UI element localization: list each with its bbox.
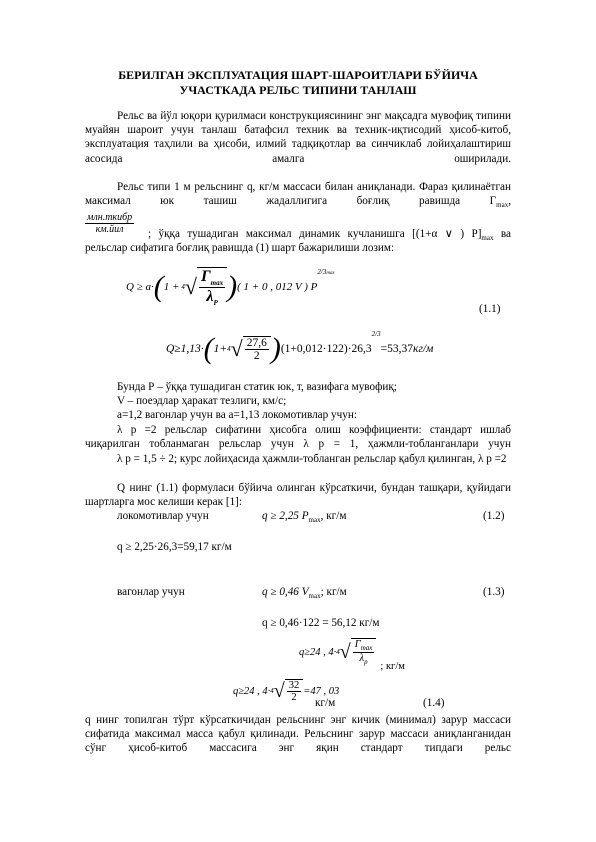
- gamma-max-subscript: max: [496, 201, 509, 210]
- definition-lambda: λ р =2 рельслар сифатини ҳисобга олиш коэффициенти: стандарт ишлаб чиқарилган тобланмаган рельслар учун λ р = 1, ҳажмли-тобланганлари учун: [85, 424, 511, 451]
- load-max-subscript: max: [481, 234, 494, 243]
- formula-1-4-number: (1.4): [423, 697, 445, 709]
- formula-1-4-calc-radical-sign: √: [273, 679, 285, 702]
- formula-1-4-gamma: Г: [354, 638, 361, 650]
- radicand: [197, 267, 227, 307]
- closing-paragraph: q нинг топилган тўрт кўрсаткичидан рельснинг энг кичик (минимал) зарур массаси сифатида максимал масса қабул қилинади. Рельснинг зарур массаси аниқланганидан сўнг ҳисоб-китоб массасига энг яқин стандарт типдаги рельс: [85, 714, 511, 755]
- formula-1-4-calc-unit: кг/м: [315, 697, 336, 709]
- formula-1-3: [262, 586, 347, 600]
- definition-v: V – поеэдлар ҳаракат тезлиги, км/с;: [117, 395, 287, 407]
- formula-1-4-lhs: q≥24 , 4·: [299, 646, 337, 658]
- calc-root-index: 4: [227, 345, 231, 353]
- formula-1-1-lhs: Q ≥ a·: [126, 281, 154, 293]
- calc-unit: кг/м: [412, 343, 434, 355]
- calc-result: =53,37: [380, 343, 413, 355]
- formula-1-2-unit: , кг/м: [320, 510, 347, 522]
- calc-exponent: 2/3: [371, 330, 381, 338]
- page-title-line-2: УЧАСТКАДА РЕЛЬС ТИПИНИ ТАНЛАШ: [179, 83, 417, 97]
- exponent-sub: max: [326, 271, 335, 276]
- formula-1-4-gamma-sub: max: [360, 644, 373, 652]
- intro-paragraph-2-cont: [148, 227, 511, 242]
- formula-1-4-lambda: λ: [359, 653, 365, 664]
- calc-lhs: Q≥1,13·: [166, 343, 204, 355]
- formula-1-3-calc: q ≥ 0,46·122 = 56,12 кг/м: [262, 617, 380, 629]
- intro-paragraph-2-end: рельслар сифатига боғлиқ равишда (1) шарт бажарилиши лозим:: [85, 242, 395, 254]
- formula-1-4-lambda-sub: p: [364, 658, 368, 667]
- lambda-symbol: λ: [206, 288, 214, 305]
- paren-close: ): [227, 270, 238, 303]
- formula-1-1-one-plus: 1 +: [163, 281, 180, 293]
- calc-radical-sign: √: [230, 336, 243, 361]
- formula-1-2-calc: q ≥ 2,25·26,3=59,17 кг/м: [117, 541, 232, 553]
- formula-1-2: [262, 510, 346, 524]
- intro-paragraph-2-text: Рельс типи 1 м рельснинг q, кг/м массаси билан аниқланади. Фараз қилинаётган максимал юк ташиш жадаллигига боғлиқ равишда Г: [85, 181, 511, 208]
- formula-1-2-number: (1.2): [483, 510, 505, 522]
- calc-denominator: 2: [253, 350, 260, 362]
- calc-one-plus: 1+: [213, 343, 228, 355]
- calc-paren-close: ): [270, 332, 281, 365]
- formula-1-4: [299, 632, 405, 672]
- formula-1-1-number: (1.1): [479, 303, 501, 315]
- page-title-line-1: БЕРИЛГАН ЭКСПЛУАТАЦИЯ ШАРТ-ШАРОИТЛАРИ БЎЙИЧА: [118, 68, 478, 82]
- definition-lambda-course: λ р = 1,5 ÷ 2; курс лойиҳасида ҳажмли-тобланган рельслар қабул қилинган, λ р =2: [117, 453, 507, 465]
- comma: ,: [508, 195, 511, 208]
- intro-paragraph-2: [85, 180, 511, 213]
- calc-radicand: [243, 336, 271, 362]
- unit-numerator: млн.ткибр: [87, 212, 133, 223]
- exponent: 2/3: [317, 268, 327, 276]
- formula-1-4-calc-lhs: q≥24 , 4·: [233, 685, 271, 697]
- formula-1-3-expr: q ≥ 0,46 V: [262, 586, 309, 598]
- calc-numerator: 27,6: [246, 337, 267, 349]
- va-text: ва: [493, 228, 511, 240]
- formula-1-1-term2: ( 1 + 0 , 012 V ) P: [237, 281, 318, 293]
- formula-1-4-calc-result: =47 , 03: [303, 685, 340, 697]
- gamma-symbol: Г: [201, 267, 211, 285]
- formula-1-4-radicand: [351, 638, 377, 666]
- definition-p: Бунда Р – ўққа тушадиган статик юк, т, вазифага мувофиқ;: [117, 381, 397, 393]
- dynamic-load-text: ; ўққа тушадиган максимал динамик кучланишга [(1+α ∨ ) P]: [148, 228, 482, 240]
- calc-term2: (1+0,012·122)·26,3: [280, 343, 372, 355]
- formula-1-4-unit: ; кг/м: [380, 661, 405, 672]
- gamma-sub: max: [210, 279, 224, 287]
- intro-paragraph-1: Рельс ва йўл юқори қурилмаси конструкциясининг энг мақсадга мувофиқ типини муайян шароит учун танлаш батафсил техник ва техник-иқтисодий ҳисоб-китоб, эксплуатация таҳлили ва ҳисоби, илмий тадқиқотлар ва синчиклаб лойиҳалаштириш асосида амалга оширилади.: [85, 110, 511, 165]
- formula-1-2-expr: q ≥ 2,25 P: [262, 510, 309, 522]
- formula-1-3-sub: max: [308, 592, 321, 601]
- formula-1-3-unit: ; кг/м: [320, 586, 347, 598]
- formula-1-1: [126, 262, 335, 312]
- formula-1-3-number: (1.3): [483, 586, 505, 598]
- unit-denominator: км.йил: [95, 224, 124, 235]
- formula-1-4-calc-radicand: [285, 679, 304, 703]
- formula-1-4-radical-sign: √: [339, 640, 351, 663]
- definition-conditions: Q нинг (1.1) формуласи бўйича олинган кўрсаткичи, бундан ташқари, қуйидаги шартларга мос келиши керак [1]:: [85, 482, 511, 509]
- root-index: 4: [181, 283, 185, 291]
- lambda-sub: P: [213, 299, 218, 308]
- paren-open: (: [153, 270, 164, 303]
- formula-1-2-sub: max: [308, 516, 321, 525]
- formula-1-4-calc-root-index: 4: [270, 687, 274, 695]
- calc-paren-open: (: [203, 332, 214, 365]
- formula-1-2-label: локомотивлар учун: [117, 510, 209, 522]
- radical-sign: √: [184, 274, 197, 299]
- definition-a: а=1,2 вагонлар учун ва а=1,13 локомотивлар учун:: [117, 409, 357, 421]
- formula-1-3-label: вагонлар учун: [117, 586, 185, 598]
- formula-1-4-calc-den: 2: [291, 692, 297, 703]
- formula-1-4-root-index: 4: [336, 648, 340, 656]
- formula-1-1-calc: [166, 326, 433, 372]
- formula-1-4-calc-num: 32: [288, 680, 300, 691]
